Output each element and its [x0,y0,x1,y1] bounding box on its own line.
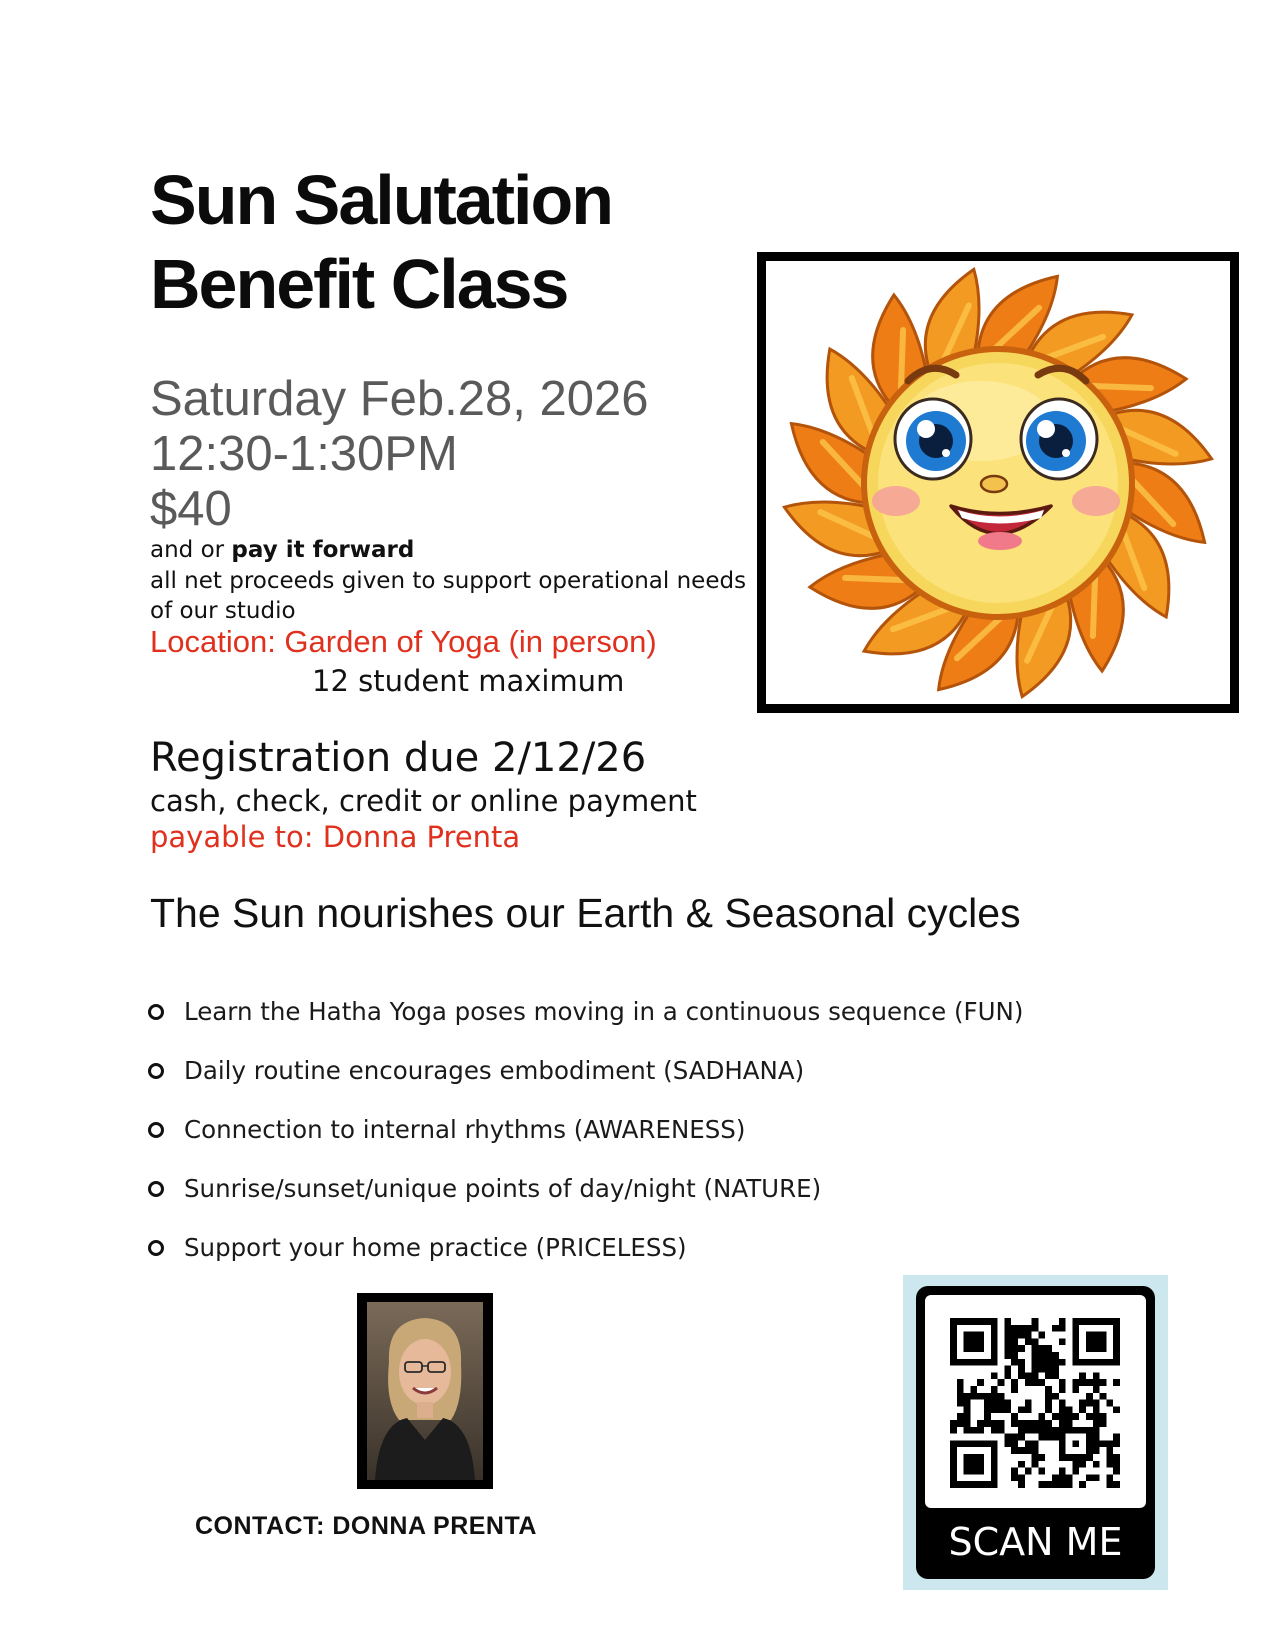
qr-code[interactable] [950,1318,1120,1488]
event-details [150,372,649,537]
pay-prefix: and or [150,537,232,563]
list-item [148,1100,1023,1159]
scan-me-label: SCAN ME [948,1520,1123,1564]
capacity: 12 student maximum [312,664,625,698]
benefit-text: Sunrise/sunset/unique points of day/night (NATURE) [184,1174,822,1203]
proceeds-note: all net proceeds given to support operational needs of our studio [150,568,747,624]
event-price: $40 [150,482,232,536]
eye-left [895,399,971,479]
sun-illustration-frame [757,252,1239,713]
contact-name: CONTACT: DONNA PRENTA [195,1512,537,1540]
list-item [148,982,1023,1041]
benefit-text: Learn the Hatha Yoga poses moving in a continuous sequence (FUN) [184,997,1024,1026]
benefit-text: Connection to internal rhythms (AWARENESS) [184,1115,746,1144]
tagline: The Sun nourishes our Earth & Seasonal cycles [150,890,1021,936]
page-title [150,158,612,326]
bullet-icon [148,1240,164,1256]
list-item [148,1041,1023,1100]
pay-it-forward: pay it forward [231,537,415,563]
event-time: 12:30-1:30PM [150,427,458,481]
benefit-text: Support your home practice (PRICELESS) [184,1233,687,1262]
bullet-icon [148,1063,164,1079]
bullet-icon [148,1004,164,1020]
sun-illustration [766,261,1230,704]
contact-photo [357,1293,493,1489]
benefit-text: Daily routine encourages embodiment (SADHANA) [184,1056,805,1085]
bullet-icon [148,1122,164,1138]
benefits-list [148,982,1023,1277]
list-item [148,1159,1023,1218]
payment-methods: cash, check, credit or online payment [150,784,697,818]
bullet-icon [148,1181,164,1197]
payable-to: payable to: Donna Prenta [150,820,521,854]
location: Location: Garden of Yoga (in person) [150,624,657,659]
title-line-1: Sun Salutation [150,161,612,239]
pay-it-forward-line [150,535,414,565]
eye-right [1021,399,1097,479]
event-date: Saturday Feb.28, 2026 [150,372,649,426]
avatar [367,1302,483,1480]
list-item [148,1218,1023,1277]
title-line-2: Benefit Class [150,245,568,323]
registration-due: Registration due 2/12/26 [150,735,647,781]
